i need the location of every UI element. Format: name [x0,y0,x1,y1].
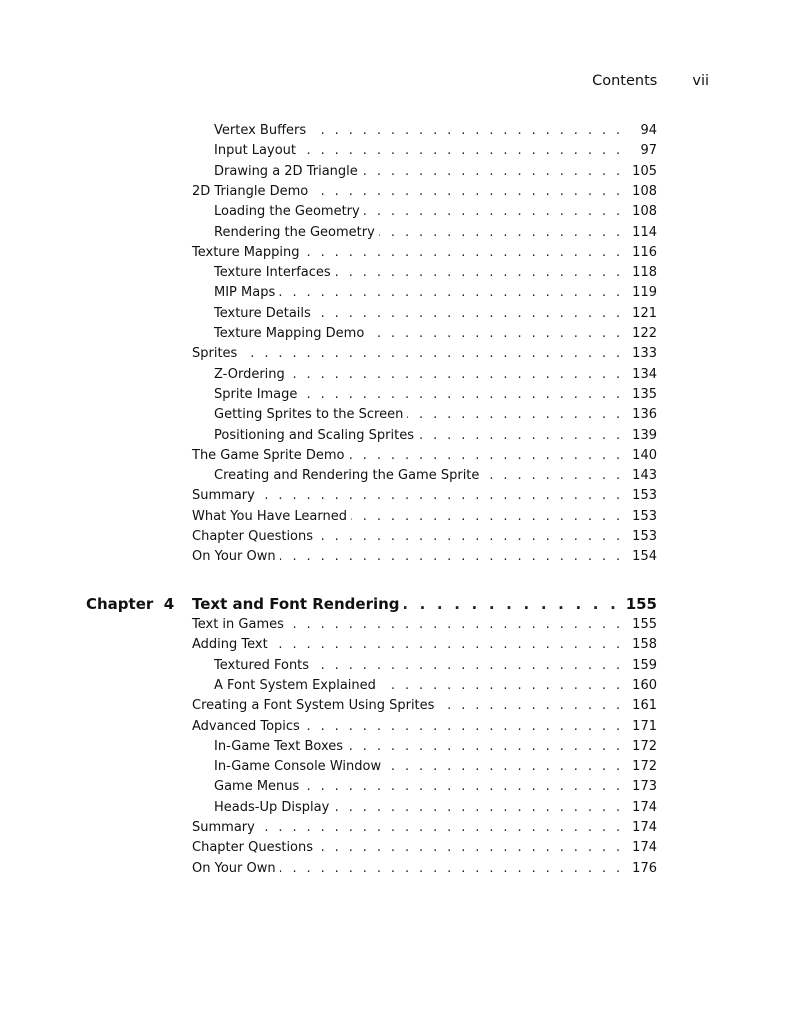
dot-leader [317,527,623,547]
entry-title: Chapter Questions [192,529,314,544]
entry-title: Z-Ordering [214,366,285,382]
toc-subentry[interactable] [214,405,657,425]
toc-subentry[interactable] [214,121,657,141]
entry-title: Positioning and Scaling Sprites [214,427,414,443]
entry-page-number: 173 [632,779,657,795]
entry-title: Rendering the Geometry [214,224,375,240]
toc-row [0,818,802,838]
chapter-heading [0,592,802,616]
entry-page-number: 153 [632,529,657,544]
dot-leader [300,141,623,161]
dot-leader [315,304,623,324]
toc-row [0,777,802,797]
entry-page-number: 108 [632,204,657,220]
entry-title: Text in Games [192,617,284,632]
entry-page-number: 97 [640,143,657,159]
dot-leader [347,737,623,757]
entry-page-number: 134 [632,366,657,382]
toc-row [0,838,802,858]
running-title: Contents [592,73,658,89]
toc-row [0,547,802,567]
toc-entry[interactable] [192,547,657,567]
chapter-label: Chapter 4 [86,595,175,613]
entry-page-number: 122 [632,326,657,341]
entry-title: MIP Maps [214,285,276,301]
entry-page-number: 108 [632,183,657,199]
toc-subentry[interactable] [214,283,657,303]
entry-page-number: 135 [632,386,657,402]
dot-leader [333,798,623,818]
toc-subentry[interactable] [214,466,657,486]
dot-leader [379,223,623,243]
dot-leader [288,615,623,635]
toc-row [0,385,802,405]
dot-leader [348,446,623,466]
entry-title: Sprites [192,346,238,362]
entry-title: In-Game Text Boxes [214,738,344,754]
toc-entry[interactable] [192,486,657,506]
chapter-page-number: 155 [625,595,657,613]
toc-entry[interactable] [192,818,657,838]
toc-row [0,635,802,655]
dot-leader [483,466,623,486]
dot-leader [351,507,623,527]
toc-entry[interactable] [192,859,657,879]
entry-page-number: 172 [632,759,657,775]
dot-leader [289,365,623,385]
toc-subentry[interactable] [214,324,657,344]
entry-title: Heads-Up Display [214,799,330,815]
toc-entry[interactable] [192,527,657,547]
toc-entry[interactable] [192,507,657,527]
entry-title: Drawing a 2D Triangle [214,163,358,179]
toc-subentry[interactable] [214,798,657,818]
entry-page-number: 155 [632,617,657,632]
entry-title: Input Layout [214,143,296,159]
entry-page-number: 116 [632,244,657,260]
page-number: vii [692,73,709,89]
entry-title: Getting Sprites to the Screen [214,407,404,423]
toc-subentry[interactable] [214,141,657,161]
entry-page-number: 121 [632,305,657,321]
toc-row [0,162,802,182]
entry-title: Texture Mapping Demo [214,326,365,341]
entry-title: A Font System Explained [214,677,376,693]
toc-row [0,737,802,757]
dot-leader [385,757,623,777]
toc-subentry[interactable] [214,737,657,757]
entry-page-number: 172 [632,738,657,754]
entry-title: Creating a Font System Using Sprites [192,698,435,714]
toc-subentry[interactable] [214,263,657,283]
toc-subentry[interactable] [214,304,657,324]
toc-row [0,324,802,344]
entry-page-number: 114 [632,224,657,240]
entry-title: 2D Triangle Demo [192,183,309,199]
toc-entry[interactable] [192,182,657,202]
toc-entry[interactable] [192,344,657,364]
dot-leader [303,777,623,797]
entry-page-number: 174 [632,840,657,856]
entry-page-number: 160 [632,677,657,693]
toc-subentry[interactable] [214,365,657,385]
entry-page-number: 94 [640,123,657,138]
toc-row [0,283,802,303]
entry-page-number: 171 [632,718,657,734]
entry-title: Advanced Topics [192,718,300,734]
entry-page-number: 140 [632,447,657,463]
toc-row [0,365,802,385]
entry-title: What You Have Learned [192,508,347,524]
entry-title: Vertex Buffers [214,123,307,138]
toc-row [0,466,802,486]
entry-page-number: 154 [632,549,657,565]
entry-page-number: 176 [632,860,657,876]
toc-row [0,798,802,818]
entry-page-number: 118 [632,265,657,281]
toc-row [0,446,802,466]
entry-title: Texture Mapping [192,244,300,260]
entry-page-number: 174 [632,820,657,835]
toc-row [0,757,802,777]
toc-subentry[interactable] [214,676,657,696]
toc-entry[interactable] [192,838,657,858]
toc-row [0,426,802,446]
entry-title: Texture Interfaces [214,265,331,281]
toc-row [0,656,802,676]
toc-subentry[interactable] [214,656,657,676]
toc-row [0,263,802,283]
entry-title: Sprite Image [214,386,298,402]
dot-leader [304,243,623,263]
toc-entry[interactable] [192,243,657,263]
chapter-entry[interactable] [192,592,657,616]
entry-page-number: 143 [632,468,657,484]
entry-page-number: 158 [632,637,657,653]
dot-leader [279,283,623,303]
entry-page-number: 133 [632,346,657,362]
chapter-title: Text and Font Rendering [192,595,400,613]
dot-leader [312,182,623,202]
toc-subentry[interactable] [214,223,657,243]
toc-subentry[interactable] [214,426,657,446]
dot-leader [301,385,623,405]
entry-page-number: 105 [632,163,657,179]
dot-leader [362,162,623,182]
toc-subentry[interactable] [214,777,657,797]
entry-title: The Game Sprite Demo [192,447,345,463]
toc-subentry[interactable] [214,757,657,777]
toc-subentry[interactable] [214,385,657,405]
dot-leader [259,818,623,838]
toc-row [0,527,802,547]
toc-row [0,223,802,243]
dot-leader [280,547,623,567]
entry-title: On Your Own [192,860,276,876]
toc-row [0,141,802,161]
dot-leader [404,592,619,616]
entry-page-number: 159 [632,657,657,673]
dot-leader [407,405,623,425]
dot-leader [438,696,623,716]
dot-leader [259,486,623,506]
dot-leader [380,676,623,696]
toc-row [0,859,802,879]
toc-entry[interactable] [192,615,657,635]
entry-title: Chapter Questions [192,840,314,856]
entry-page-number: 161 [632,698,657,714]
page-header [592,73,709,89]
toc-entry[interactable] [192,446,657,466]
toc-row [0,717,802,737]
entry-title: Creating and Rendering the Game Sprite [214,468,480,484]
toc-row [0,304,802,324]
dot-leader [304,717,623,737]
entry-title: In-Game Console Window [214,759,382,775]
toc-row [0,202,802,222]
toc-subentry[interactable] [214,202,657,222]
dot-leader [272,635,623,655]
toc-entry[interactable] [192,635,657,655]
dot-leader [313,656,623,676]
entry-title: Texture Details [214,305,311,321]
toc-entry[interactable] [192,696,657,716]
entry-title: Textured Fonts [214,657,310,673]
toc-entry[interactable] [192,717,657,737]
dot-leader [418,426,623,446]
dot-leader [335,263,623,283]
toc-row [0,507,802,527]
dot-leader [364,202,623,222]
toc-row [0,344,802,364]
toc-row [0,676,802,696]
toc-subentry[interactable] [214,162,657,182]
dot-leader [317,838,623,858]
entry-title: Adding Text [192,637,268,653]
toc-row [0,121,802,141]
dot-leader [280,859,623,879]
entry-title: Game Menus [214,779,300,795]
entry-page-number: 136 [632,407,657,423]
toc-row [0,696,802,716]
toc-row [0,615,802,635]
toc-row [0,243,802,263]
dot-leader [368,324,623,344]
entry-page-number: 153 [632,488,657,504]
dot-leader [241,344,623,364]
entry-title: Summary [192,820,255,835]
toc-row [0,486,802,506]
entry-page-number: 119 [632,285,657,301]
entry-page-number: 153 [632,508,657,524]
entry-title: Loading the Geometry [214,204,360,220]
entry-page-number: 139 [632,427,657,443]
entry-title: On Your Own [192,549,276,565]
entry-title: Summary [192,488,255,504]
entry-page-number: 174 [632,799,657,815]
dot-leader [310,121,623,141]
toc-row [0,405,802,425]
toc-row [0,182,802,202]
